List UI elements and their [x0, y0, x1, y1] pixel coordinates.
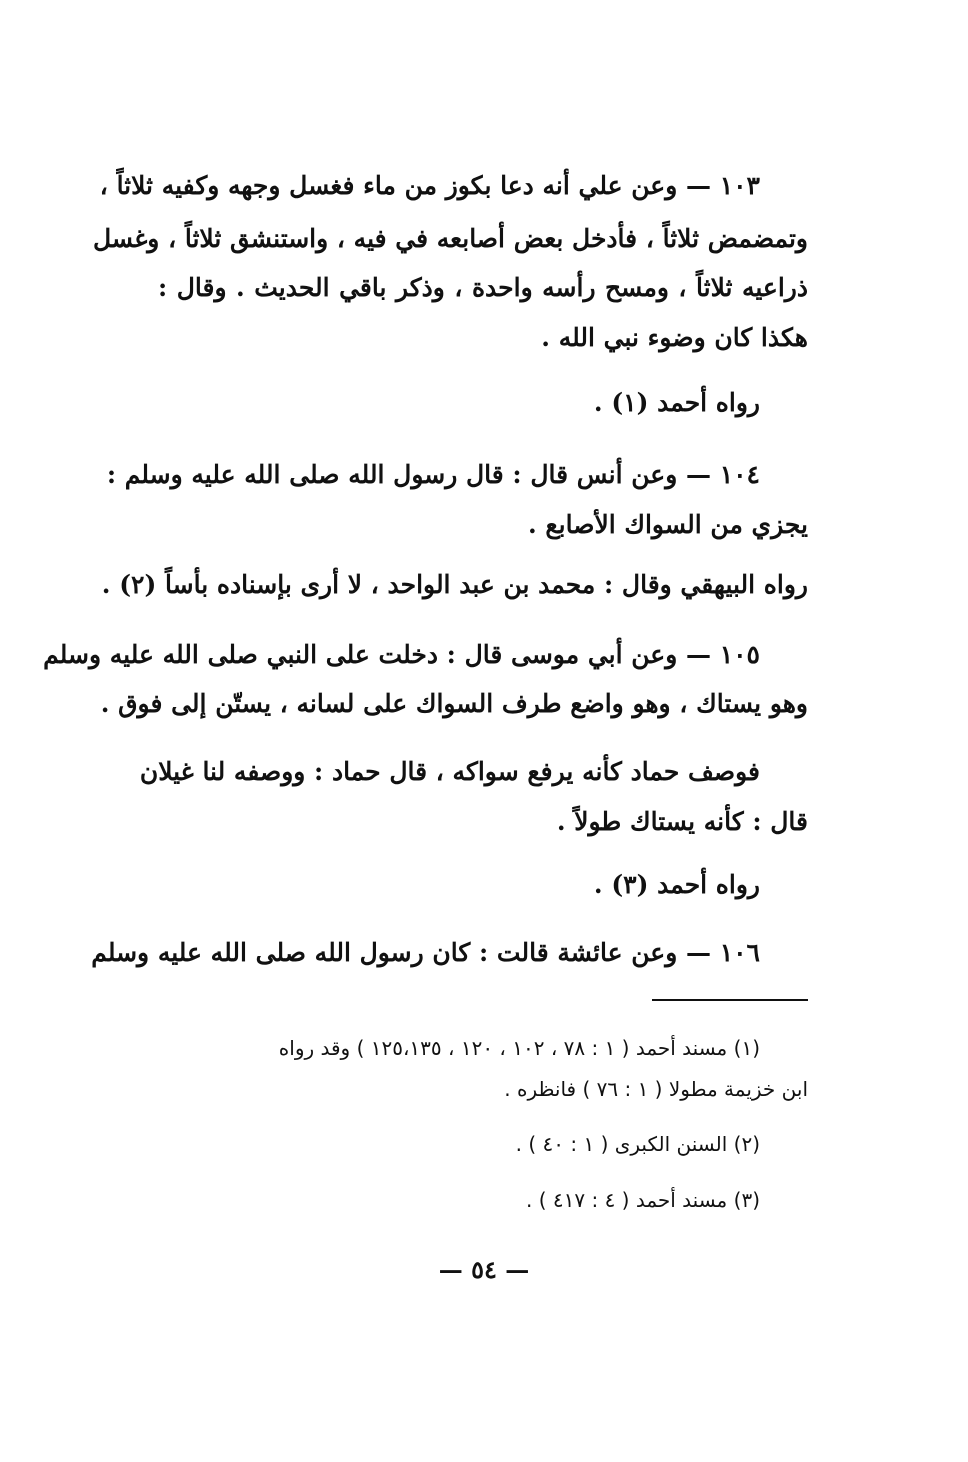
footnote-1-line-2: ابن خزيمة مطولا ( ١ : ٧٦ ) فانظره .	[504, 1077, 808, 1101]
hadith-105-line-3: فوصف حماد كأنه يرفع سواكه ، قال حماد : ووصفه لنا غيلان	[139, 757, 760, 786]
hadith-105-line-2: وهو يستاك ، وهو واضع طرف السواك على لسانه ، يستّن إلى فوق .	[100, 689, 808, 718]
hadith-105-source: رواه أحمد (٣) .	[593, 870, 760, 899]
hadith-105-line-1: ١٠٥ — وعن أبي موسى قال : دخلت على النبي صلى الله عليه وسلم	[43, 640, 760, 669]
footnote-3: (٣) مسند أحمد ( ٤ : ٤١٧ ) .	[526, 1188, 760, 1212]
footnote-1-line-1: (١) مسند أحمد ( ١ : ٧٨ ، ١٠٢ ، ١٢٠ ، ١٢٥،١٣٥ ) وقد رواه	[278, 1036, 760, 1060]
hadith-104-source: رواه البيهقي وقال : محمد بن عبد الواحد ، لا أرى بإسناده بأساً (٢) .	[101, 570, 808, 599]
page-number: — ٥٤ —	[438, 1255, 530, 1284]
hadith-104-line-2: يجزي من السواك الأصابع .	[527, 510, 808, 539]
hadith-105-line-4: قال : كأنه يستاك طولاً .	[556, 807, 808, 836]
hadith-103-source: رواه أحمد (١) .	[593, 388, 760, 417]
footnote-divider	[652, 999, 808, 1001]
footnote-2: (٢) السنن الكبرى ( ١ : ٤٠ ) .	[515, 1132, 760, 1156]
hadith-103-line-2: وتمضمض ثلاثاً ، فأدخل بعض أصابعه في فيه ، واستنشق ثلاثاً ، وغسل	[92, 224, 808, 253]
hadith-106-line-1: ١٠٦ — وعن عائشة قالت : كان رسول الله صلى الله عليه وسلم	[91, 938, 760, 967]
hadith-103-line-1: ١٠٣ — وعن علي أنه دعا بكوز من ماء فغسل وجهه وكفيه ثلاثاً ،	[99, 171, 760, 200]
hadith-103-line-4: هكذا كان وضوء نبي الله .	[541, 323, 808, 352]
hadith-104-line-1: ١٠٤ — وعن أنس قال : قال رسول الله صلى الله عليه وسلم :	[106, 460, 760, 489]
hadith-103-line-3: ذراعيه ثلاثاً ، ومسح رأسه واحدة ، وذكر باقي الحديث . وقال :	[158, 273, 808, 302]
